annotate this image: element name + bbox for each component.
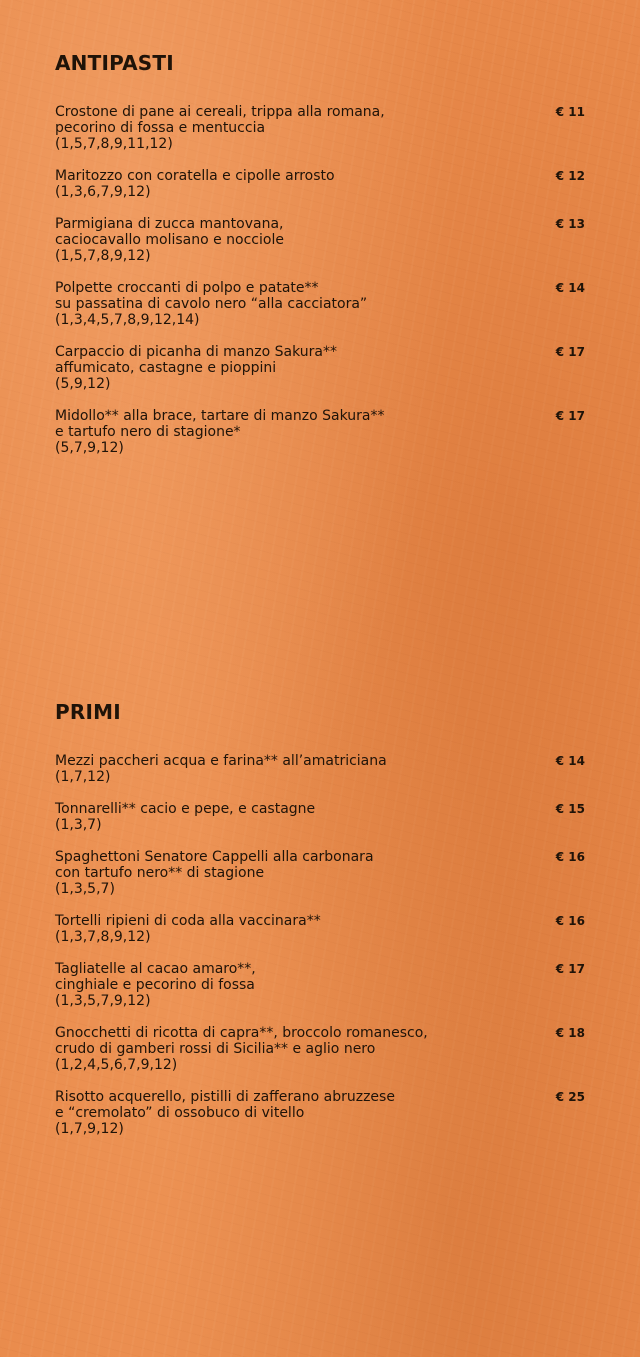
menu-item <box>55 408 585 456</box>
allergen-codes: (1,3,6,7,9,12) <box>55 184 151 200</box>
menu-item <box>55 961 585 1009</box>
menu-list <box>55 753 585 1137</box>
dish-name-line: caciocavallo molisano e nocciole <box>55 232 284 248</box>
menu-item-description <box>55 280 495 328</box>
allergen-codes: (1,5,7,8,9,11,12) <box>55 136 173 152</box>
price: € 16 <box>555 850 585 864</box>
menu-item-description <box>55 344 495 392</box>
menu-item-description <box>55 1025 495 1073</box>
price: € 17 <box>555 345 585 359</box>
menu-item-description <box>55 408 495 456</box>
dish-name-line: Tonnarelli** cacio e pepe, e castagne <box>55 801 316 817</box>
dish-name-line: Polpette croccanti di polpo e patate** <box>55 280 319 296</box>
price: € 25 <box>555 1090 585 1104</box>
price: € 14 <box>555 754 585 768</box>
dish-name-line: su passatina di cavolo nero “alla cacciatora” <box>55 296 368 312</box>
allergen-codes: (1,7,9,12) <box>55 1121 124 1137</box>
allergen-codes: (1,3,5,7,9,12) <box>55 993 151 1009</box>
dish-name-line: Crostone di pane ai cereali, trippa alla romana, <box>55 104 385 120</box>
menu-item <box>55 1025 585 1073</box>
dish-name-line: con tartufo nero** di stagione <box>55 865 265 881</box>
menu-item-description <box>55 104 495 152</box>
dish-name-line: crudo di gamberi rossi di Sicilia** e aglio nero <box>55 1041 376 1057</box>
allergen-codes: (1,3,5,7) <box>55 881 115 897</box>
menu-item <box>55 344 585 392</box>
menu-item <box>55 801 585 833</box>
section-antipasti <box>55 50 585 472</box>
menu-item-description <box>55 168 495 200</box>
menu-item <box>55 753 585 785</box>
price: € 12 <box>555 169 585 183</box>
dish-name-line: Gnocchetti di ricotta di capra**, broccolo romanesco, <box>55 1025 428 1041</box>
menu-item <box>55 280 585 328</box>
dish-name-line: Tortelli ripieni di coda alla vaccinara** <box>55 913 321 929</box>
price: € 15 <box>555 802 585 816</box>
price: € 14 <box>555 281 585 295</box>
price: € 11 <box>555 105 585 119</box>
allergen-codes: (1,3,7) <box>55 817 102 833</box>
price: € 17 <box>555 409 585 423</box>
section-title: ANTIPASTI <box>55 51 174 75</box>
dish-name-line: cinghiale e pecorino di fossa <box>55 977 255 993</box>
dish-name-line: affumicato, castagne e pioppini <box>55 360 277 376</box>
dish-name-line: e tartufo nero di stagione* <box>55 424 241 440</box>
dish-name-line: Maritozzo con coratella e cipolle arrosto <box>55 168 335 184</box>
menu-item <box>55 216 585 264</box>
menu-item <box>55 168 585 200</box>
allergen-codes: (1,7,12) <box>55 769 111 785</box>
dish-name-line: Mezzi paccheri acqua e farina** all’amatriciana <box>55 753 387 769</box>
section-title: PRIMI <box>55 700 121 724</box>
dish-name-line: Tagliatelle al cacao amaro**, <box>55 961 256 977</box>
dish-name-line: Risotto acquerello, pistilli di zafferano abruzzese <box>55 1089 395 1105</box>
allergen-codes: (5,7,9,12) <box>55 440 124 456</box>
allergen-codes: (1,3,4,5,7,8,9,12,14) <box>55 312 200 328</box>
menu-item <box>55 1089 585 1137</box>
dish-name-line: Midollo** alla brace, tartare di manzo Sakura** <box>55 408 385 424</box>
dish-name-line: Parmigiana di zucca mantovana, <box>55 216 284 232</box>
menu-item-description <box>55 801 495 833</box>
menu-item-description <box>55 849 495 897</box>
menu-item-description <box>55 753 495 785</box>
dish-name-line: Spaghettoni Senatore Cappelli alla carbonara <box>55 849 374 865</box>
allergen-codes: (1,3,7,8,9,12) <box>55 929 151 945</box>
menu-item-description <box>55 1089 495 1137</box>
price: € 18 <box>555 1026 585 1040</box>
price: € 13 <box>555 217 585 231</box>
dish-name-line: e “cremolato” di ossobuco di vitello <box>55 1105 305 1121</box>
allergen-codes: (1,2,4,5,6,7,9,12) <box>55 1057 178 1073</box>
menu-item <box>55 913 585 945</box>
menu-item-description <box>55 216 495 264</box>
menu-item <box>55 849 585 897</box>
allergen-codes: (1,5,7,8,9,12) <box>55 248 151 264</box>
menu-item-description <box>55 913 495 945</box>
menu-item-description <box>55 961 495 1009</box>
price: € 16 <box>555 914 585 928</box>
allergen-codes: (5,9,12) <box>55 376 111 392</box>
menu-item <box>55 104 585 152</box>
price: € 17 <box>555 962 585 976</box>
dish-name-line: pecorino di fossa e mentuccia <box>55 120 266 136</box>
dish-name-line: Carpaccio di picanha di manzo Sakura** <box>55 344 337 360</box>
section-primi <box>55 699 585 1153</box>
menu-list <box>55 104 585 456</box>
